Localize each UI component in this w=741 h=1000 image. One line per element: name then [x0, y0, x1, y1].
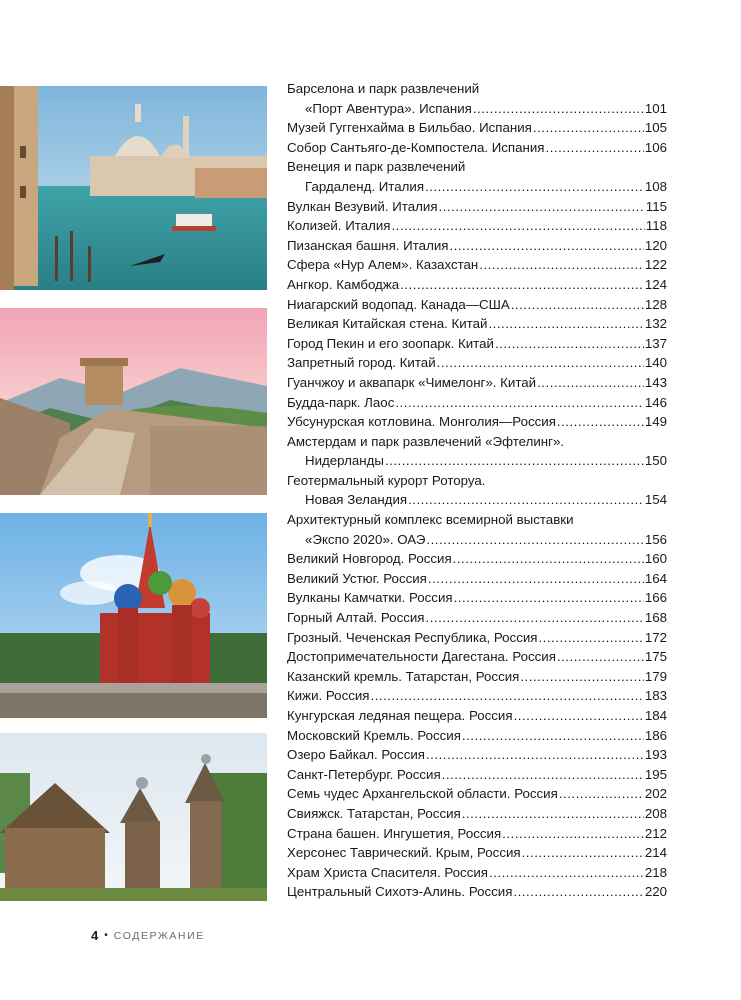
- toc-entry: [287, 726, 667, 746]
- toc-entry: [287, 824, 667, 844]
- toc-leader-dots: [557, 647, 644, 667]
- toc-entry: [287, 745, 667, 765]
- toc-leader-dots: [513, 882, 643, 902]
- toc-entry: [287, 765, 667, 785]
- toc-entry-title: Достопримечательности Дагестана. Россия: [287, 649, 556, 665]
- toc-entry-page: 137: [644, 335, 667, 351]
- toc-entry-title: «Порт Авентура». Испания: [305, 100, 472, 116]
- toc-entry-title: Собор Сантьяго-де-Компостела. Испания: [287, 139, 545, 155]
- toc-entry-page: 164: [644, 570, 667, 586]
- toc-entry: [287, 882, 667, 902]
- toc-leader-dots: [473, 99, 644, 119]
- toc-leader-dots: [488, 314, 643, 334]
- toc-entry-title: Страна башен. Ингушетия, Россия: [287, 825, 502, 841]
- table-of-contents: [287, 79, 667, 902]
- toc-entry-page: 143: [644, 374, 667, 390]
- toc-entry-title: Нидерланды: [305, 453, 384, 469]
- toc-leader-dots: [439, 197, 645, 217]
- toc-entry-title: Геотермальный курорт Роторуа.: [287, 472, 486, 488]
- toc-leader-dots: [385, 451, 644, 471]
- toc-entry: [287, 863, 667, 883]
- toc-entry-page: 184: [644, 708, 667, 723]
- toc-entry: [287, 412, 667, 432]
- toc-entry: [287, 353, 667, 373]
- toc-entry-page: 149: [644, 414, 667, 430]
- toc-leader-dots: [511, 295, 644, 315]
- toc-entry-title: Пизанская башня. Италия: [287, 237, 449, 253]
- toc-entry-page: 218: [644, 864, 667, 880]
- toc-entry-title: Вулканы Камчатки. Россия: [287, 590, 453, 606]
- toc-entry-title: Великая Китайская стена. Китай: [287, 316, 488, 332]
- toc-entry: [287, 588, 667, 608]
- toc-entry-title: Кижи. Россия: [287, 688, 370, 704]
- toc-leader-dots: [502, 824, 644, 844]
- toc-entry-title: Грозный. Чеченская Республика, Россия: [287, 629, 538, 645]
- toc-entry-title: Кунгурская ледяная пещера. Россия: [287, 708, 513, 723]
- toc-entry-title: Барселона и парк развлечений: [287, 81, 480, 96]
- section-title: СОДЕРЖАНИЕ: [113, 929, 205, 942]
- toc-entry: [287, 79, 667, 118]
- toc-entry-page: 154: [644, 492, 667, 508]
- toc-leader-dots: [442, 765, 644, 785]
- toc-leader-dots: [479, 255, 644, 275]
- toc-entry-title: Херсонес Таврический. Крым, Россия: [287, 845, 521, 861]
- photo-st-basil: [0, 513, 267, 718]
- toc-entry-title: Сфера «Нур Алем». Казахстан: [287, 257, 479, 273]
- toc-leader-dots: [546, 138, 644, 158]
- toc-leader-dots: [454, 588, 644, 608]
- toc-entry-page: 106: [644, 139, 667, 155]
- toc-entry: [287, 843, 667, 863]
- toc-entry: [287, 432, 667, 471]
- toc-entry-title: Московский Кремль. Россия: [287, 727, 461, 743]
- toc-leader-dots: [426, 530, 643, 550]
- toc-entry: [287, 686, 667, 706]
- toc-entry-title: Великий Устюг. Россия: [287, 570, 427, 586]
- toc-entry-title: Центральный Сихотэ-Алинь. Россия: [287, 884, 513, 900]
- toc-entry-title: Убсунурская котловина. Монголия—Россия: [287, 414, 556, 430]
- toc-leader-dots: [408, 490, 644, 510]
- toc-leader-dots: [514, 706, 644, 726]
- toc-leader-dots: [400, 275, 644, 295]
- toc-entry-title: Казанский кремль. Татарстан, Россия: [287, 668, 520, 684]
- toc-leader-dots: [425, 177, 644, 197]
- toc-leader-dots: [371, 686, 644, 706]
- toc-entry: [287, 804, 667, 824]
- toc-entry-page: 193: [644, 747, 667, 763]
- toc-leader-dots: [522, 843, 644, 863]
- photo-venice: [0, 86, 267, 290]
- toc-entry: [287, 569, 667, 589]
- toc-leader-dots: [426, 745, 644, 765]
- toc-entry-page: 132: [644, 316, 667, 332]
- toc-entry: [287, 275, 667, 295]
- toc-entry-page: 101: [644, 100, 667, 116]
- toc-entry-page: 175: [644, 649, 667, 665]
- toc-leader-dots: [557, 412, 644, 432]
- toc-entry: [287, 216, 667, 236]
- toc-entry-page: 150: [644, 453, 667, 469]
- toc-leader-dots: [489, 863, 644, 883]
- toc-entry-page: 128: [644, 296, 667, 312]
- toc-entry-title: Горный Алтай. Россия: [287, 610, 425, 626]
- toc-entry-page: 172: [644, 629, 667, 645]
- toc-entry: [287, 549, 667, 569]
- toc-entry: [287, 295, 667, 315]
- toc-entry-title: Ниагарский водопад. Канада—США: [287, 296, 510, 312]
- toc-entry-title: Храм Христа Спасителя. Россия: [287, 864, 488, 880]
- toc-entry-title: Музей Гуггенхайма в Бильбао. Испания: [287, 120, 532, 136]
- toc-entry: [287, 706, 667, 726]
- toc-entry-title: Озеро Байкал. Россия: [287, 747, 425, 763]
- toc-entry-title: Город Пекин и его зоопарк. Китай: [287, 335, 494, 351]
- toc-leader-dots: [559, 784, 644, 804]
- toc-entry-page: 195: [644, 766, 667, 782]
- toc-entry-title: Санкт-Петербург. Россия: [287, 766, 441, 782]
- toc-entry: [287, 393, 667, 413]
- toc-entry-page: 124: [644, 276, 667, 292]
- toc-entry: [287, 197, 667, 217]
- toc-entry-page: 140: [644, 355, 667, 371]
- toc-entry-title: Семь чудес Архангельской области. Россия: [287, 786, 558, 802]
- toc-leader-dots: [453, 549, 644, 569]
- toc-entry-title: «Экспо 2020». ОАЭ: [305, 531, 426, 547]
- footer-bullet: •: [104, 930, 108, 941]
- toc-entry-page: 166: [644, 590, 667, 606]
- page-footer: [91, 928, 205, 943]
- toc-entry-page: 214: [644, 845, 667, 861]
- toc-entry-page: 212: [644, 825, 667, 841]
- toc-leader-dots: [426, 608, 644, 628]
- toc-leader-dots: [395, 393, 643, 413]
- toc-entry-title: Гуанчжоу и аквапарк «Чимелонг». Китай: [287, 374, 537, 390]
- toc-entry-page: 183: [644, 688, 667, 704]
- toc-entry-page: 156: [644, 531, 667, 547]
- photo-kizhi: [0, 733, 267, 901]
- toc-entry-page: 160: [644, 551, 667, 567]
- toc-leader-dots: [495, 334, 644, 354]
- toc-entry: [287, 784, 667, 804]
- toc-entry-page: 179: [644, 668, 667, 684]
- toc-entry-title: Колизей. Италия: [287, 218, 391, 234]
- photo-great-wall: [0, 308, 267, 495]
- toc-entry: [287, 118, 667, 138]
- toc-entry: [287, 255, 667, 275]
- toc-leader-dots: [462, 726, 644, 746]
- toc-entry: [287, 138, 667, 158]
- toc-entry-page: 108: [644, 178, 667, 194]
- toc-leader-dots: [538, 628, 643, 648]
- toc-leader-dots: [462, 804, 644, 824]
- toc-leader-dots: [533, 118, 644, 138]
- toc-entry-page: 105: [644, 120, 667, 136]
- toc-entry-title: Гардаленд. Италия: [305, 178, 425, 194]
- toc-entry-page: 202: [644, 786, 667, 802]
- toc-leader-dots: [520, 667, 643, 687]
- toc-entry-page: 208: [644, 805, 667, 821]
- toc-entry: [287, 471, 667, 510]
- toc-entry-title: Великий Новгород. Россия: [287, 551, 452, 567]
- toc-entry-title: Амстердам и парк развлечений «Эфтелинг».: [287, 433, 565, 449]
- toc-entry: [287, 628, 667, 648]
- toc-entry-page: 168: [644, 610, 667, 626]
- toc-entry-page: 122: [644, 257, 667, 273]
- toc-entry-title: Запретный город. Китай: [287, 355, 436, 371]
- toc-leader-dots: [428, 569, 644, 589]
- toc-entry: [287, 236, 667, 256]
- toc-entry-title: Ангкор. Камбоджа: [287, 276, 400, 292]
- toc-entry: [287, 157, 667, 196]
- toc-entry: [287, 647, 667, 667]
- toc-entry-title: Будда-парк. Лаос: [287, 394, 395, 410]
- page-number: 4: [91, 928, 99, 943]
- toc-entry-page: 118: [645, 218, 667, 234]
- toc-leader-dots: [437, 353, 644, 373]
- toc-leader-dots: [449, 236, 643, 256]
- toc-entry-page: 120: [644, 237, 667, 253]
- toc-leader-dots: [391, 216, 644, 236]
- toc-entry-page: 186: [644, 727, 667, 743]
- toc-entry-page: 115: [645, 198, 667, 214]
- toc-entry-title: Новая Зеландия: [305, 492, 408, 508]
- toc-entry: [287, 373, 667, 393]
- toc-entry-title: Архитектурный комплекс всемирной выставки: [287, 512, 574, 528]
- toc-entry-title: Вулкан Везувий. Италия: [287, 198, 438, 214]
- toc-entry-page: 220: [644, 884, 667, 900]
- toc-entry: [287, 667, 667, 687]
- toc-entry: [287, 314, 667, 334]
- toc-entry: [287, 608, 667, 628]
- toc-entry: [287, 510, 667, 549]
- toc-entry: [287, 334, 667, 354]
- toc-entry-page: 146: [644, 394, 667, 410]
- toc-leader-dots: [537, 373, 644, 393]
- toc-entry-title: Венеция и парк развлечений: [287, 159, 466, 175]
- toc-entry-title: Свияжск. Татарстан, Россия: [287, 805, 461, 821]
